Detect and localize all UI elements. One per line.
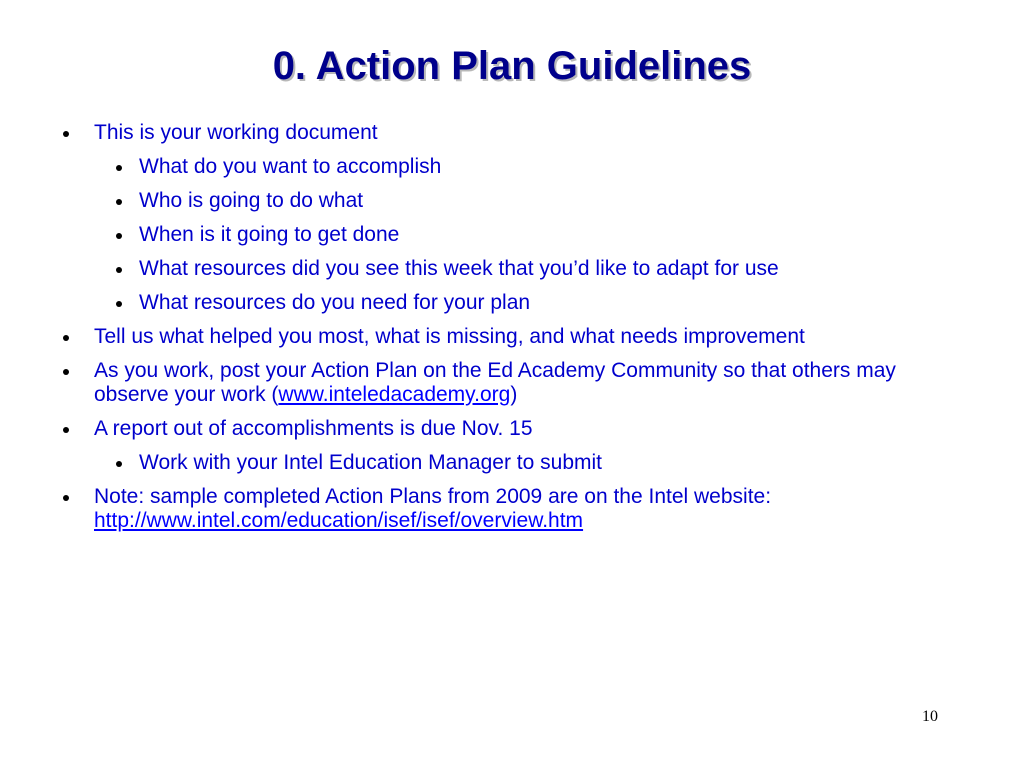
slide-title: 0. Action Plan Guidelines [272, 44, 752, 88]
bullet-text: This is your working document [94, 121, 378, 144]
bullet-text: Note: sample completed Action Plans from 2009 are on the Intel website: [94, 485, 772, 508]
sub-bullet-resources-needed [0, 291, 1024, 315]
sub-bullet-resources-seen [0, 257, 1024, 281]
bullet-text: When is it going to get done [139, 223, 400, 246]
bullet-dot-icon [116, 301, 122, 307]
bullet-dot-icon [63, 369, 69, 375]
sub-bullet-who [0, 189, 1024, 213]
bullet-text: As you work, post your Action Plan on the Ed Academy Community so that others may observe your work ( [94, 359, 896, 406]
bullet-working-document [0, 121, 1024, 145]
bullet-text: What resources do you need for your plan [139, 291, 531, 314]
bullet-post-plan [0, 359, 1024, 407]
bullet-text: What do you want to accomplish [139, 155, 442, 178]
bullet-dot-icon [116, 461, 122, 467]
bullet-dot-icon [116, 267, 122, 273]
bullet-dot-icon [116, 165, 122, 171]
bullet-dot-icon [116, 233, 122, 239]
bullet-text: A report out of accomplishments is due Nov. 15 [94, 417, 533, 440]
intel-overview-link[interactable]: http://www.intel.com/education/isef/isef/overview.htm [94, 509, 584, 532]
bullet-text-close-paren: ) [510, 383, 518, 406]
sub-bullet-accomplish [0, 155, 1024, 179]
bullet-dot-icon [116, 199, 122, 205]
bullet-text: Tell us what helped you most, what is missing, and what needs improvement [94, 325, 805, 348]
bullet-text: Who is going to do what [139, 189, 364, 212]
bullet-list [0, 121, 1024, 543]
bullet-dot-icon [63, 495, 69, 501]
bullet-sample-plans [0, 485, 1024, 533]
inteledacademy-link[interactable]: www.inteledacademy.org [278, 383, 511, 406]
sub-bullet-submit [0, 451, 1024, 475]
bullet-dot-icon [63, 335, 69, 341]
sub-bullet-when [0, 223, 1024, 247]
bullet-dot-icon [63, 427, 69, 433]
bullet-text: What resources did you see this week that you’d like to adapt for use [139, 257, 779, 280]
bullet-report-due [0, 417, 1024, 441]
bullet-text: Work with your Intel Education Manager to submit [139, 451, 602, 474]
bullet-dot-icon [63, 131, 69, 137]
page-number: 10 [922, 708, 938, 725]
bullet-feedback [0, 325, 1024, 349]
